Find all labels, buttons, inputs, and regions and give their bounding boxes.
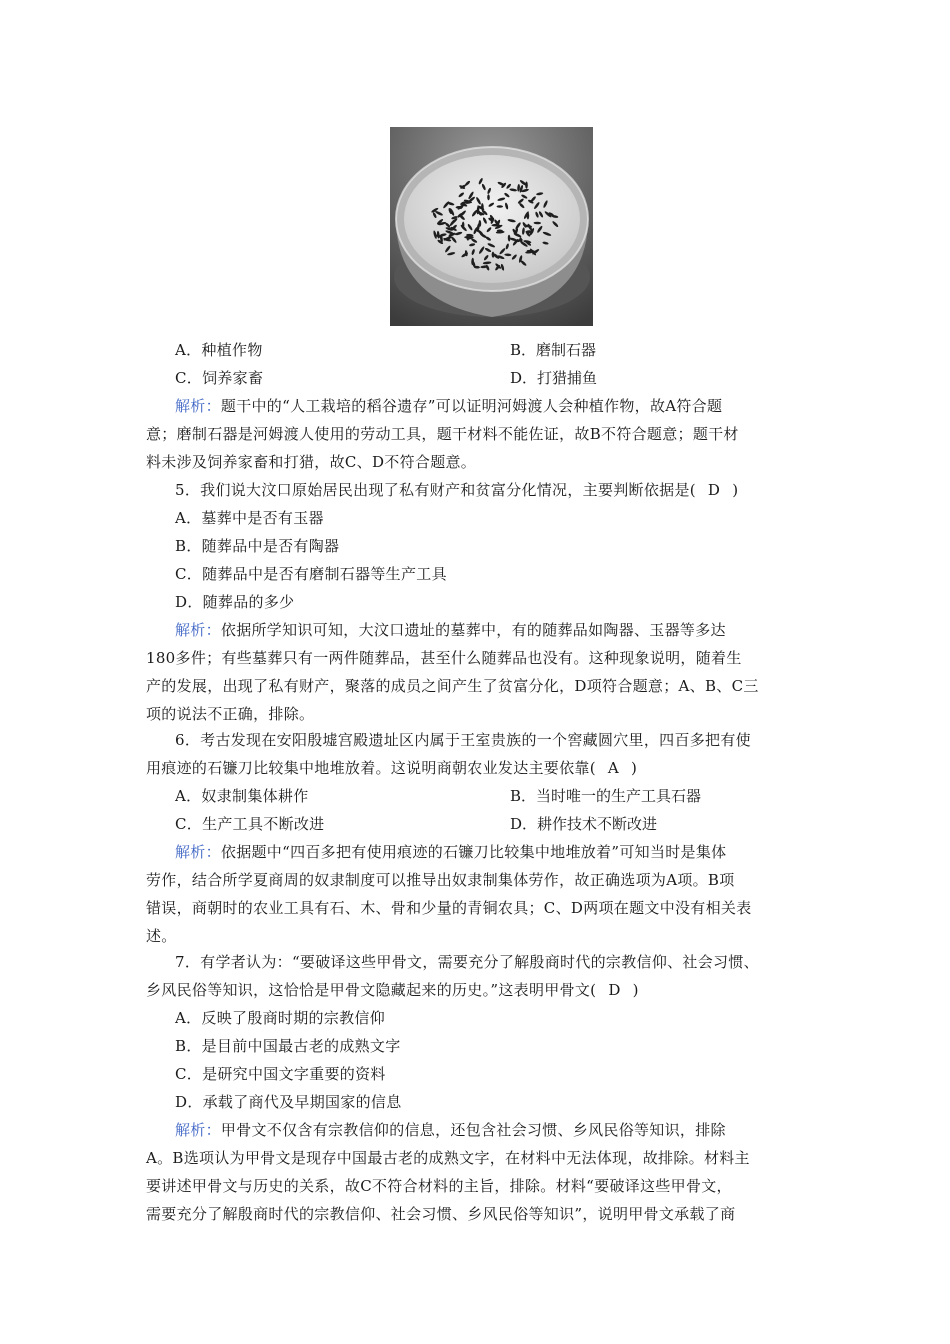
q6-explanation-line-1: [175, 838, 835, 866]
q5-explanation-line-1: [175, 616, 835, 644]
q4-option-a: A．种植作物: [175, 341, 263, 359]
q4-explanation-line-3: 料未涉及饲养家畜和打猎，故C、D不符合题意。: [146, 453, 477, 471]
q7-explanation-label: 解析：: [175, 1121, 221, 1139]
q4-explanation-label: 解析：: [175, 397, 221, 415]
q4-explanation-line-2: 意；磨制石器是河姆渡人使用的劳动工具，题干材料不能佐证，故B不符合题意；题干材: [146, 425, 739, 443]
q5-explanation-line-4: 项的说法不正确，排除。: [146, 705, 315, 723]
q5-explanation-label: 解析：: [175, 621, 221, 639]
q5-option-a: A．墓葬中是否有玉器: [175, 509, 324, 527]
q4-option-d: D．打猎捕鱼: [510, 369, 598, 387]
q5-option-d: D．随葬品的多少: [175, 593, 295, 611]
q5-stem-line-1: [175, 476, 835, 504]
q5-answer: D: [707, 481, 721, 499]
q5-explanation-text-1: 依据所学知识可知，大汶口遗址的墓葬中，有的随葬品如陶器、玉器等多达: [220, 621, 726, 639]
q4-option-c: C．饲养家畜: [175, 369, 264, 387]
q7-stem-text: 乡风民俗等知识，这恰恰是甲骨文隐藏起来的历史。”这表明甲骨文(: [146, 981, 597, 999]
q5-explanation-line-3: 产的发展，出现了私有财产，聚落的成员之间产生了贫富分化，D项符合题意；A、B、C三: [146, 677, 759, 695]
q6-stem-close: ): [631, 759, 638, 777]
q6-stem-line-2: [146, 754, 806, 782]
q6-explanation-text-1: 依据题中“四百多把有使用痕迹的石镰刀比较集中地堆放着”可知当时是集体: [220, 843, 727, 861]
q7-option-b: B．是目前中国最古老的成熟文字: [175, 1037, 401, 1055]
q4-option-b: B．磨制石器: [510, 341, 597, 359]
q4-explanation-text-1: 题干中的“人工栽培的稻谷遗存”可以证明河姆渡人会种植作物，故A符合题: [220, 397, 723, 415]
q6-explanation-line-4: 述。: [146, 927, 177, 945]
q6-option-a: A．奴隶制集体耕作: [175, 787, 309, 805]
q5-stem-close: ): [732, 481, 739, 499]
q7-stem-line-2: [146, 976, 806, 1004]
q6-stem-text: 用痕迹的石镰刀比较集中地堆放着。这说明商朝农业发达主要依靠(: [146, 759, 596, 777]
q6-option-b: B．当时唯一的生产工具石器: [510, 787, 702, 805]
q6-explanation-label: 解析：: [175, 843, 221, 861]
q7-explanation-line-1: [175, 1116, 835, 1144]
q6-explanation-line-3: 错误，商朝时的农业工具有石、木、骨和少量的青铜农具；C、D两项在题文中没有相关表: [146, 899, 752, 917]
q5-option-c: C．随葬品中是否有磨制石器等生产工具: [175, 565, 447, 583]
q5-option-b: B．随葬品中是否有陶器: [175, 537, 340, 555]
rice-grain-bowl-photo: [390, 127, 593, 326]
q7-option-c: C．是研究中国文字重要的资料: [175, 1065, 386, 1083]
q6-explanation-line-2: 劳作，结合所学夏商周的奴隶制度可以推导出奴隶制集体劳作，故正确选项为A项。B项: [146, 871, 735, 889]
rice-grain-bowl-icon: [390, 127, 593, 326]
q4-explanation-line-1: [175, 392, 835, 420]
q6-option-c: C．生产工具不断改进: [175, 815, 325, 833]
q6-option-d: D．耕作技术不断改进: [510, 815, 658, 833]
q7-option-d: D．承载了商代及早期国家的信息: [175, 1093, 402, 1111]
q7-stem-close: ): [632, 981, 639, 999]
q7-option-a: A．反映了殷商时期的宗教信仰: [175, 1009, 386, 1027]
q5-explanation-line-2: 180多件；有些墓葬只有一两件随葬品，甚至什么随葬品也没有。这种现象说明，随着生: [146, 649, 742, 667]
q5-stem-text: 5．我们说大汶口原始居民出现了私有财产和贫富分化情况，主要判断依据是(: [175, 481, 696, 499]
q7-explanation-line-2: A。B选项认为甲骨文是现存中国最古老的成熟文字，在材料中无法体现，故排除。材料主: [146, 1149, 750, 1167]
q7-explanation-line-4: 需要充分了解殷商时代的宗教信仰、社会习惯、乡风民俗等知识”，说明甲骨文承载了商: [146, 1205, 736, 1223]
q7-stem-line-1: 7．有学者认为：“要破译这些甲骨文，需要充分了解殷商时代的宗教信仰、社会习惯、: [175, 953, 759, 971]
q6-answer: A: [607, 759, 619, 777]
q7-explanation-line-3: 要讲述甲骨文与历史的关系，故C不符合材料的主旨，排除。材料“要破译这些甲骨文，: [146, 1177, 732, 1195]
q7-answer: D: [608, 981, 621, 999]
q6-stem-line-1: 6．考古发现在安阳殷墟宫殿遗址区内属于王室贵族的一个窖藏圆穴里，四百多把有使: [175, 731, 751, 749]
q7-explanation-text-1: 甲骨文不仅含有宗教信仰的信息，还包含社会习惯、乡风民俗等知识，排除: [220, 1121, 726, 1139]
